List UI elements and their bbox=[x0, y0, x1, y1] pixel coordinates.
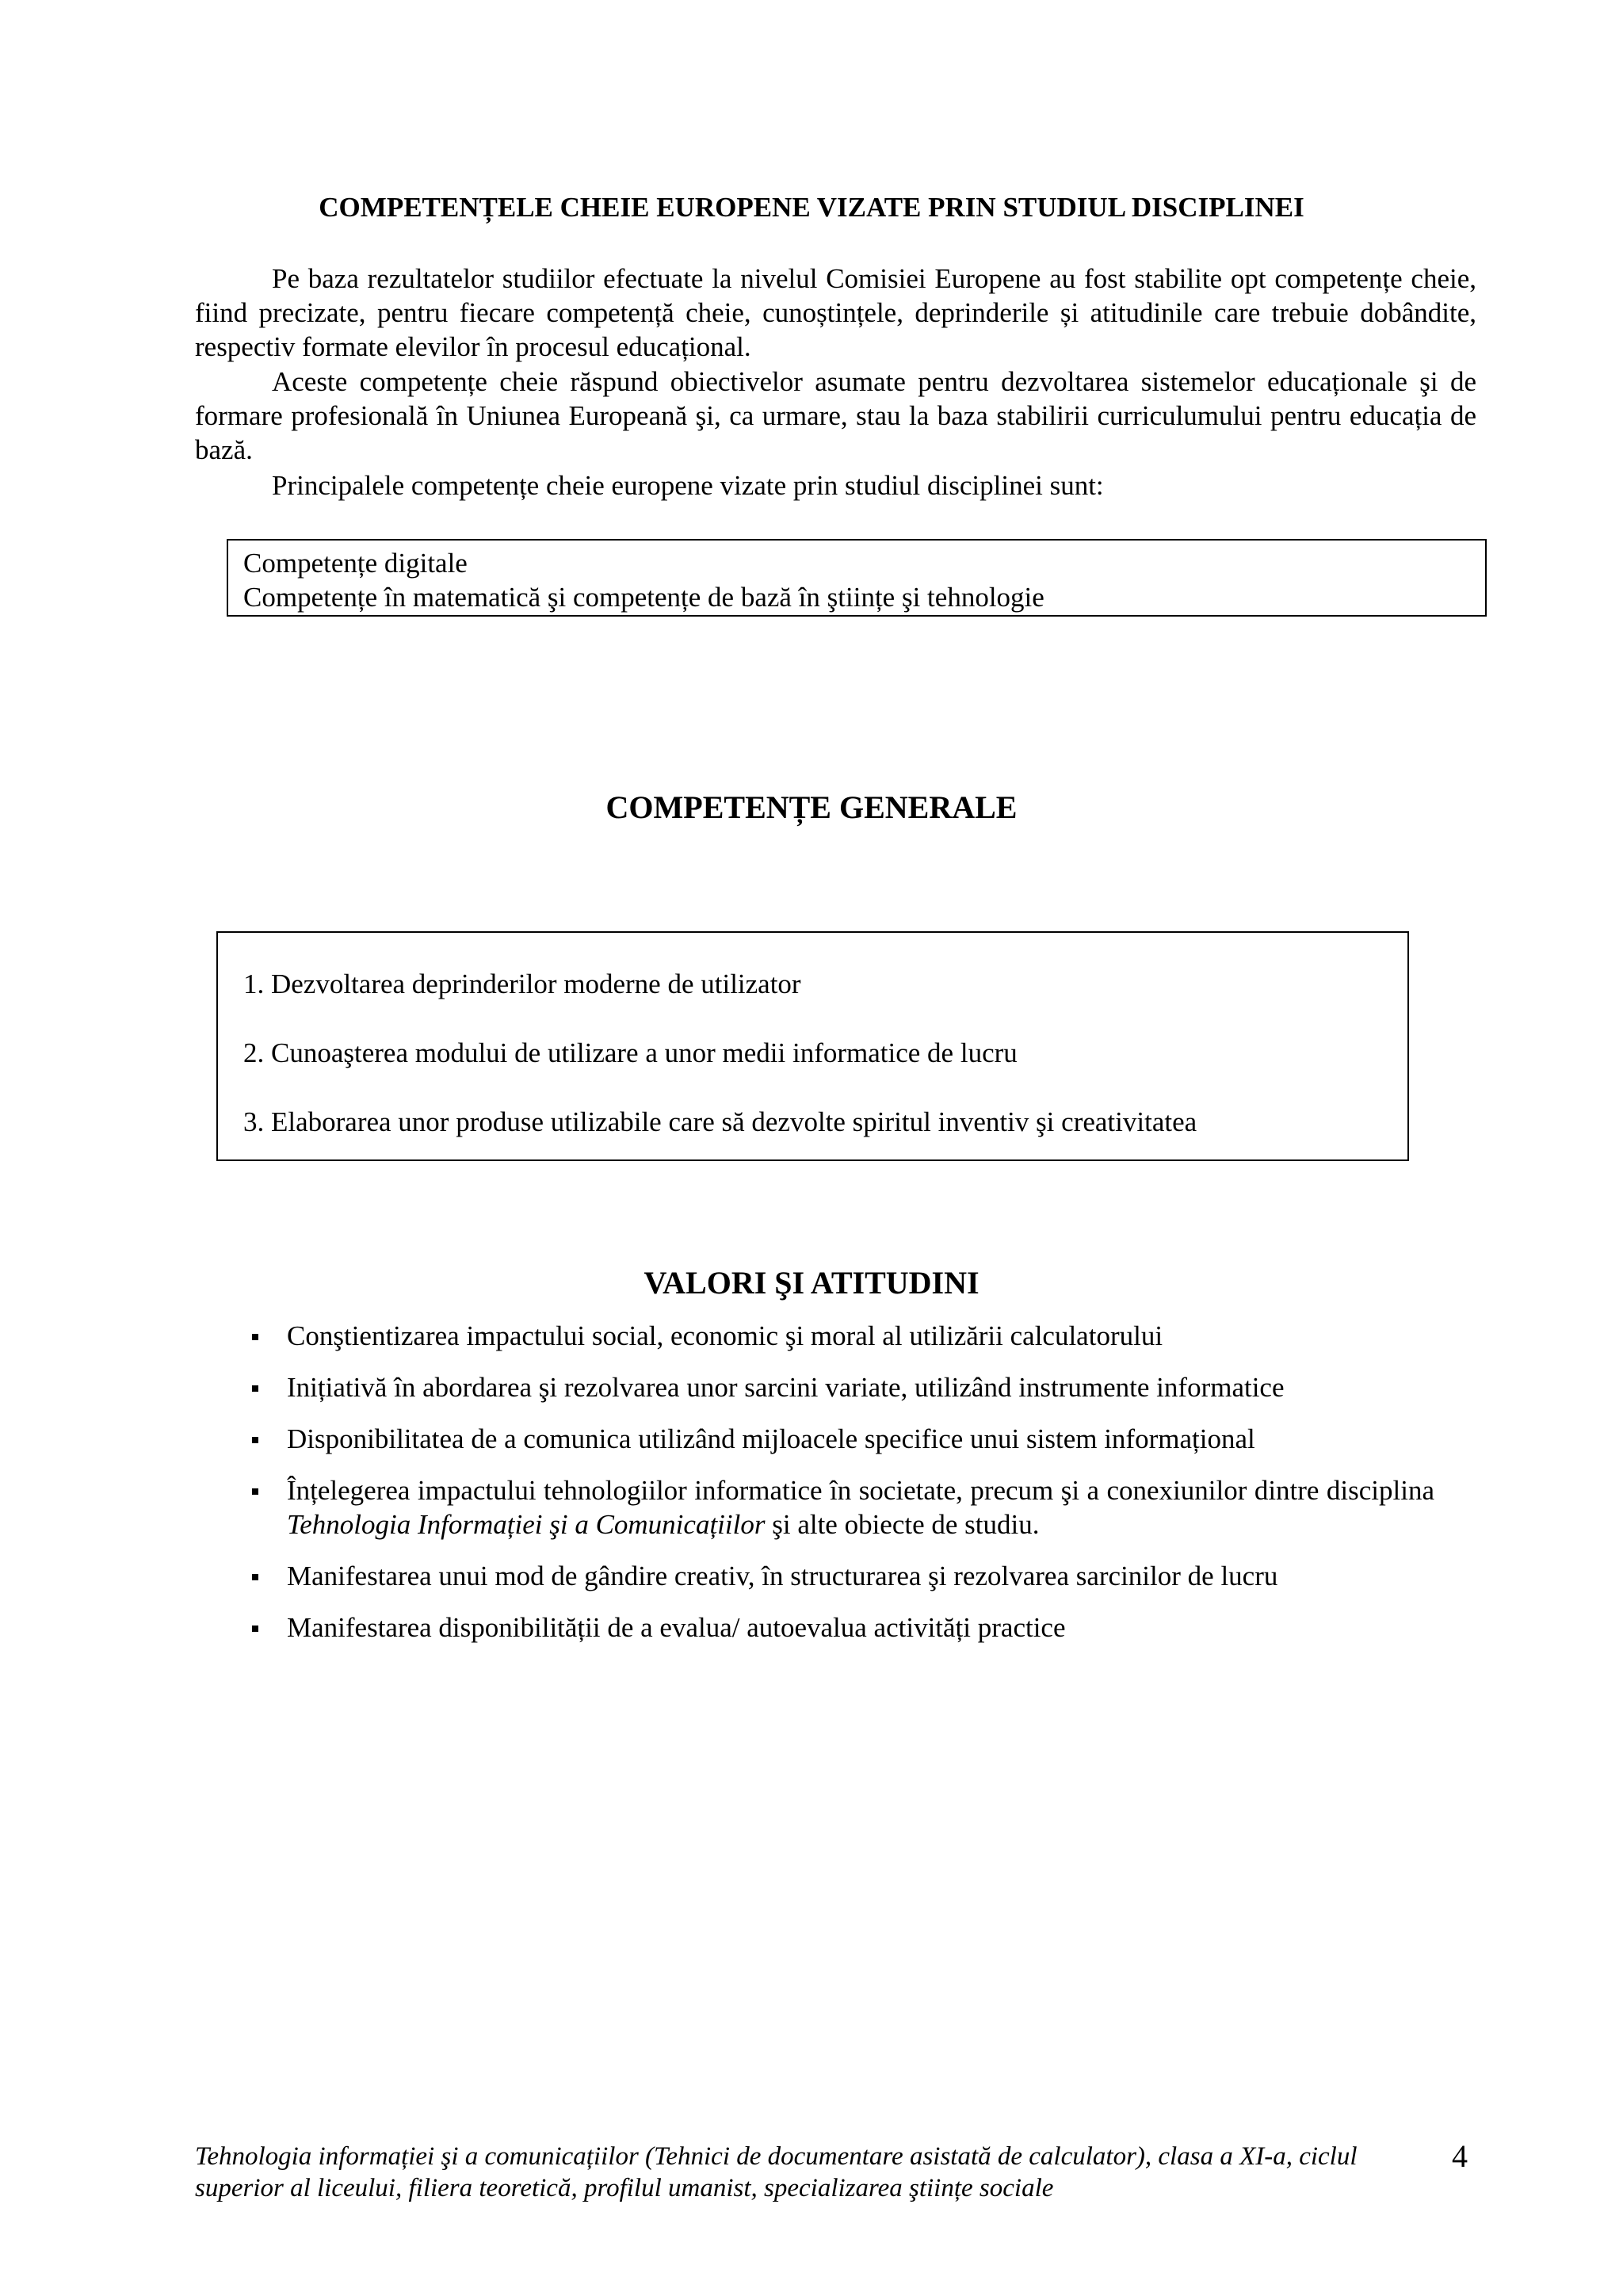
square-bullet-icon bbox=[252, 1574, 258, 1580]
page-footer: Tehnologia informației şi a comunicațiilor (Tehnici de documentare asistată de calculator), clasa a XI-a, ciclul superior al liceului, filiera teoretică, profilul umanist, specializarea ştiințe sociale bbox=[195, 2142, 1358, 2202]
key-competences-paragraph-2: Aceste competențe cheie răspund obiectivelor asumate pentru dezvoltarea sistemelor educaționale şi de formare profesională în Uniunea Europeană şi, ca urmare, stau la baza stabilirii curriculumului pentru educația de bază. bbox=[195, 366, 1476, 465]
values-item-text: Manifestarea unui mod de gândire creativ, în structurarea şi rezolvarea sarcinilor de lucru bbox=[287, 1561, 1278, 1591]
values-item-text-start: Înțelegerea impactului tehnologiilor informatice în societate, precum şi a conexiunilor dintre disciplina bbox=[287, 1475, 1434, 1506]
values-item-text-end: şi alte obiecte de studiu. bbox=[765, 1509, 1040, 1540]
values-list-item bbox=[255, 1370, 1434, 1404]
general-competence-item: 1. Dezvoltarea deprinderilor moderne de utilizator bbox=[243, 968, 801, 999]
values-list-item bbox=[255, 1559, 1434, 1593]
values-item-text bbox=[255, 1473, 1434, 1541]
values-item-text: Inițiativă în abordarea şi rezolvarea unor sarcini variate, utilizând instrumente informatice bbox=[287, 1372, 1285, 1403]
page-number: 4 bbox=[1452, 2138, 1468, 2174]
general-competences-title: COMPETENȚE GENERALE bbox=[605, 789, 1018, 825]
square-bullet-icon bbox=[252, 1488, 258, 1495]
square-bullet-icon bbox=[252, 1626, 258, 1632]
key-competences-paragraph-3: Principalele competențe cheie europene vizate prin studiul disciplinei sunt: bbox=[272, 470, 1104, 501]
values-title: VALORI ŞI ATITUDINI bbox=[643, 1265, 980, 1301]
square-bullet-icon bbox=[252, 1385, 258, 1392]
values-item-text: Disponibilitatea de a comunica utilizând mijloacele specifice unui sistem informațional bbox=[287, 1423, 1255, 1454]
values-list-item bbox=[255, 1610, 1434, 1645]
key-competences-box bbox=[227, 539, 1487, 617]
values-item-text: Manifestarea disponibilității de a evalua/ autoevalua activități practice bbox=[287, 1612, 1066, 1643]
key-competence-item: Competențe în matematică şi competențe de bază în ştiințe şi tehnologie bbox=[243, 582, 1044, 613]
values-list bbox=[255, 1319, 1434, 1662]
values-item-text: Conştientizarea impactului social, economic şi moral al utilizării calculatorului bbox=[287, 1320, 1163, 1351]
general-competence-item: 2. Cunoaşterea modului de utilizare a unor medii informatice de lucru bbox=[243, 1037, 1018, 1068]
values-list-item bbox=[255, 1473, 1434, 1541]
key-competences-title: COMPETENȚELE CHEIE EUROPENE VIZATE PRIN STUDIUL DISCIPLINEI bbox=[319, 192, 1304, 223]
square-bullet-icon bbox=[252, 1334, 258, 1340]
values-list-item bbox=[255, 1319, 1434, 1353]
key-competence-item: Competențe digitale bbox=[243, 548, 468, 579]
general-competence-item: 3. Elaborarea unor produse utilizabile care să dezvolte spiritul inventiv şi creativitatea bbox=[243, 1106, 1197, 1137]
square-bullet-icon bbox=[252, 1437, 258, 1443]
discipline-name: Tehnologia Informației şi a Comunicațiilor bbox=[287, 1509, 766, 1540]
key-competences-paragraph-1: Pe baza rezultatelor studiilor efectuate la nivelul Comisiei Europene au fost stabilite opt competențe cheie, fiind precizate, pentru fiecare competență cheie, cunoștințele, deprinderile și atitudinile care trebuie dobândite, respectiv formate elevilor în procesul educațional. bbox=[195, 263, 1476, 362]
general-competences-box bbox=[216, 931, 1409, 1161]
values-list-item bbox=[255, 1422, 1434, 1456]
